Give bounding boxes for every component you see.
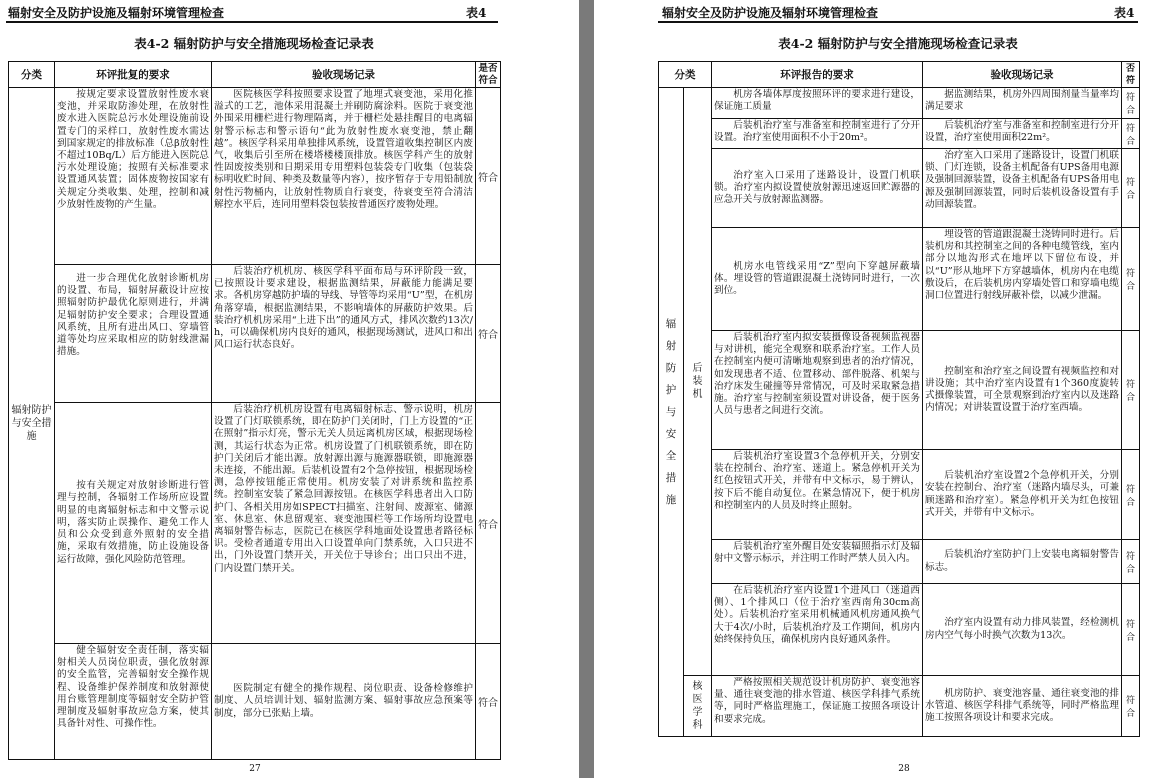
compliance-cell: 符合: [475, 87, 501, 265]
requirement-cell: 按有关规定对放射诊断进行管理与控制，各辐射工作场所应设置明显的电离辐射标志和中文警示说明，落实防止误操作、避免工作人员和公众受到意外照射的安全措施，采取有效措施，防止设施设备运行故障，强化风险防范管理。: [54, 402, 212, 644]
col-category: 分类: [658, 61, 712, 88]
compliance-cell: 符合: [475, 264, 501, 403]
requirement-cell: 严格按照相关规范设计机房防护、衰变池容量、通往衰变池的排水管道、核医学科排气系统等，同时严格监理施工，保证施工按照各项设计和要求完成。: [711, 675, 923, 737]
col-compliance: 否符: [1121, 61, 1140, 88]
table-title: 表4-2 辐射防护与安全措施现场检查记录表: [778, 36, 1018, 51]
record-cell: 后装机治疗室设置2个急停机开关，分别安装在控制台、治疗室（迷路内墙尽头，可兼顾迷路和治疗室）。紧急停机开关为红色按钮式开关，并带有中文标示。: [922, 449, 1122, 540]
compliance-cell: 符合: [475, 643, 501, 760]
header-rule: [6, 21, 498, 23]
record-cell: 治疗室入口采用了迷路设计，设置门机联锁、门灯连锁，设备主机配备有UPS备用电源及强制回源装置，设备主机配备有UPS备用电源及强制回源装置，同时后装机设备设置有手动回源装置。: [922, 148, 1122, 228]
record-cell: 后装机治疗室防护门上安装电离辐射警告标志。: [922, 539, 1122, 584]
compliance-cell: 符合: [1121, 449, 1140, 540]
subcategory-cell: 核医学科: [683, 675, 712, 737]
requirement-cell: 进一步合理优化放射诊断机房的设置、布局，辐射屏蔽设计应按照辐射防护最优化原则进行，并满足辐射防护安全要求；合理设置通风系统，且所有进出风口、穿墙管道等处均应采取相应的防射线泄漏措施。: [54, 264, 212, 403]
record-cell: 医院制定有健全的操作规程、岗位职责、设备检修维护制度、人员培训计划、辐射监测方案、辐射事故应急预案等制度，部分已张贴上墙。: [211, 643, 476, 760]
compliance-cell: 符合: [1121, 87, 1140, 119]
table-number: 表4: [1114, 6, 1135, 20]
compliance-cell: 符合: [1121, 148, 1140, 228]
requirement-cell: 在后装机治疗室内设置1个进风口（迷道西侧）、1个排风口（位于治疗室西南角30cm高处）。后装机治疗室采用机械通风机房通风换气大于4次/小时，后装机治疗及工作期间，机房内始终保持负压，确保机房内良好通风条件。: [711, 583, 923, 676]
record-cell: 控制室和治疗室之间设置有视频监控和对讲设施；其中治疗室内设置有1个360度旋转式摄像装置，可全景观察到治疗室内以及迷路内情况；对讲装置设置于治疗室西墙。: [922, 330, 1122, 450]
requirement-cell: 治疗室入口采用了迷路设计，设置门机联锁。治疗室内拟设置使放射源迅速返回贮源器的应急开关与放射源监测器。: [711, 148, 923, 228]
page-left: [0, 0, 579, 778]
page-right: [594, 0, 1172, 778]
compliance-cell: 符合: [1121, 227, 1140, 331]
record-cell: 医院核医学科按照要求设置了地埋式衰变池，采用化推溢式的工艺，池体采用混凝土并刷防腐涂料。医院于衰变池外围采用栅栏进行物理隔离，并于栅栏处悬挂醒目的电离辐射警示标志和警示语句“此为放射性废水衰变池，禁止翻越”。核医学科采用单独排风系统，设置管道收集控制区内废气，收集后引至所在楼塔楼楼顶排放。核医学科产生的放射性固废按类别和日期采用专用塑料包装袋专门收集（包装袋标明收贮时间、种类及数量等内容），按序暂存于专用铅制放射性污物桶内，让放射性物质自行衰变，待衰变至符合清洁解控水平后，连同用塑料袋包装按普通医疗废物处理。: [211, 87, 476, 265]
table-title: 表4-2 辐射防护与安全措施现场检查记录表: [134, 36, 374, 51]
compliance-cell: 符合: [1121, 118, 1140, 149]
record-cell: 埋设管的管道跟混凝土浇铸同时进行。后装机房和其控制室之间的各种电缆管线，室内部分以地沟形式在地坪以下留位布设，并以“U”形从地坪下方穿越墙体，机房内在电缆敷设后，在后装机房内穿墙处管口和穿墙电缆洞口位置进行射线屏蔽补偿，以减少泄漏。: [922, 227, 1122, 331]
compliance-cell: 符合: [1121, 675, 1140, 737]
page-number: 27: [249, 764, 261, 774]
record-cell: 治疗室内设置有动力排风装置，经检测机房内空气每小时换气次数为13次。: [922, 583, 1122, 676]
subcategory-cell: 后装机: [683, 87, 712, 676]
requirement-cell: 后装机治疗室与准备室和控制室进行了分开设置。治疗室使用面积不小于20m²。: [711, 118, 923, 149]
record-cell: 后装治疗机机房、核医学科平面布局与环评阶段一致，已按照设计要求建设，根据监测结果，屏蔽能力能满足要求。各机房穿越防护墙的导线、导管等均采用“U”型，在机房角落穿墙，根据监测结果，不影响墙体的屏蔽防护效果。后装治疗机机房采用“上进下出”的通风方式，排风次数约13次/h，可以确保机房内良好的通风，根据现场测试，进风口和出风口运行状态良好。: [211, 264, 476, 403]
compliance-cell: 符合: [475, 402, 501, 644]
col-requirement: 环评报告的要求: [711, 61, 923, 88]
requirement-cell: 机房水电管线采用“Z”型向下穿越屏蔽墙体。埋设管的管道跟混凝土浇铸同时进行，一次到位。: [711, 227, 923, 331]
requirement-cell: 后装机治疗室内拟安装摄像设备视频监视器与对讲机，能完全观察和联系治疗室。工作人员在控制室内便可清晰地观察到患者的治疗情况，如发现患者不适、位置移动、部件脱落、机架与治疗床发生碰撞等异常情况，可及时采取紧急措施。治疗室与控制室须设置对讲设备，便于医务人员与患者之间进行交流。: [711, 330, 923, 450]
col-requirement: 环评批复的要求: [54, 61, 212, 88]
category-cell: 辐射防护与安全措施: [658, 87, 684, 737]
record-cell: 后装机治疗室与准备室和控制室进行分开设置，治疗室使用面积22m²。: [922, 118, 1122, 149]
record-cell: 机房防护、衰变池容量、通往衰变池的排水管道、核医学科排气系统等，同时严格监理施工按照各项设计和要求完成。: [922, 675, 1122, 737]
compliance-cell: 符合: [1121, 539, 1140, 584]
requirement-cell: 后装机治疗室设置3个急停机开关，分别安装在控制台、治疗室、迷道上。紧急停机开关为红色按钮式开关，并带有中文标示，易于辨认，按下后不能自动复位。在紧急情况下，便于机房和控制室内的人员及时终止照射。: [711, 449, 923, 540]
category-cell: 辐射防护与安全措施: [8, 87, 55, 760]
section-header: 辐射安全及防护设施及辐射环境管理检查: [8, 6, 225, 20]
col-compliance: 是否符合: [475, 61, 501, 88]
requirement-cell: 后装机治疗室外醒目处安装辐照指示灯及辐射中文警示标示，并注明工作时严禁人员入内。: [711, 539, 923, 584]
table-number: 表4: [466, 6, 487, 20]
record-cell: 据监测结果，机房外四周围剂量当量率均满足要求: [922, 87, 1122, 119]
requirement-cell: 按规定要求设置放射性废水衰变池，并采取防渗处理，在放射性废水进入医院总污水处理设施前设置专门的采样口，放射性废水需达到国家规定的排放标准（总β放射性不超过10Bq/L）后方能进入医院总污水处理设施；按照有关标准要求设置通风装置；固体废物按国家有关规定分类收集、处理，控制和减少放射性废物的产生量。: [54, 87, 212, 265]
header-rule: [658, 21, 1138, 23]
requirement-cell: 机房各墙体厚度按照环评的要求进行建设，保证施工质量: [711, 87, 923, 119]
col-record: 验收现场记录: [922, 61, 1122, 88]
compliance-cell: 符合: [1121, 583, 1140, 676]
requirement-cell: 健全辐射安全责任制，落实辐射相关人员岗位职责，强化放射源的安全监管，完善辐射安全操作规程、设备维护保养制度和放射源使用台账管理制度等辐射安全防护管理制度及辐射事故应急方案，使其具备针对性、可操作性。: [54, 643, 212, 760]
col-record: 验收现场记录: [211, 61, 476, 88]
record-cell: 后装治疗机机房设置有电离辐射标志、警示说明，机房设置了门灯联锁系统，即在防护门关闭时，门上方设置的“正在照射”指示灯亮，警示无关人员远离机房区域，根据现场检测，其运行状态为正常。机房设置了门机联锁系统，即在防护门关闭后才能出源。放射源出源与施源器联锁，即施源器未连接，不能出源。后装机设置有2个急停按钮，根据现场检测，急停按钮能正常使用。机房安装了对讲系统和监控系统。控制室安装了紧急回源按钮。在核医学科患者出入口防护门、各相关用房如SPECT扫描室、注射间、废源室、储源室、休息室、休息留观室、衰变池围栏等工作场所均设置电离辐射警告标志，医院已在核医学科地面处设置患者路径标识。受检者通道专用出入口设置单向门禁系统，入口只进不出，门外设置门禁开关，开关位于导诊台；出口只出不进，门内设置门禁开关。: [211, 402, 476, 644]
page-number: 28: [898, 764, 910, 774]
section-header: 辐射安全及防护设施及辐射环境管理检查: [662, 6, 879, 20]
compliance-cell: 符合: [1121, 330, 1140, 450]
col-category: 分类: [8, 61, 55, 88]
